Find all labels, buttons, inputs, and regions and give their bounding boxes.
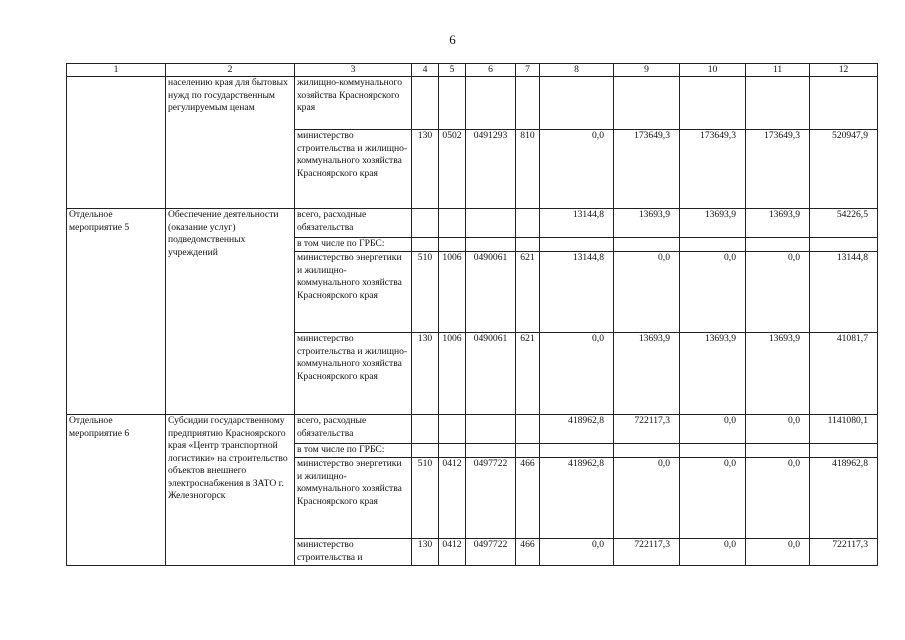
amount-cell [614,238,680,252]
amount-cell: 0,0 [540,130,614,209]
code-cell [466,238,516,252]
table-body [67,64,878,566]
code-cell [412,238,439,252]
amount-cell [746,444,810,458]
code-cell [412,77,439,130]
grbs-cell: в том числе по ГРБС: [295,444,412,458]
amount-cell: 418962,8 [540,458,614,539]
amount-cell: 722117,3 [810,539,878,566]
event-name-cell [67,77,166,209]
header-cell: 4 [412,64,439,77]
grbs-cell: министерство строительства и жилищно-коммунального хозяйства Красноярского края [295,333,412,415]
header-cell: 10 [680,64,746,77]
code-cell: 621 [516,333,540,415]
amount-cell: 13693,9 [680,333,746,415]
code-cell: 130 [412,130,439,209]
amount-cell [810,444,878,458]
amount-cell: 0,0 [680,458,746,539]
header-cell: 2 [166,64,295,77]
code-cell [516,209,540,238]
amount-cell [680,77,746,130]
code-cell: 0412 [439,539,466,566]
amount-cell: 13693,9 [614,209,680,238]
code-cell [439,238,466,252]
grbs-cell: всего, расходные обязательства [295,415,412,444]
header-cell: 8 [540,64,614,77]
header-cell: 6 [466,64,516,77]
table-row [67,415,878,444]
code-cell [516,444,540,458]
code-cell: 1006 [439,252,466,333]
code-cell: 466 [516,539,540,566]
amount-cell: 722117,3 [614,539,680,566]
table-row [67,209,878,238]
code-cell: 810 [516,130,540,209]
header-cell: 9 [614,64,680,77]
amount-cell: 0,0 [746,415,810,444]
header-cell: 1 [67,64,166,77]
amount-cell: 0,0 [614,458,680,539]
header-cell: 7 [516,64,540,77]
event-description-cell: населению края для бытовых нужд по государственным регулируемым ценам [166,77,295,209]
amount-cell: 13693,9 [746,333,810,415]
code-cell: 0502 [439,130,466,209]
amount-cell: 0,0 [540,539,614,566]
amount-cell: 13144,8 [540,252,614,333]
amount-cell [680,238,746,252]
amount-cell: 13693,9 [680,209,746,238]
grbs-cell: министерство строительства и [295,539,412,566]
amount-cell [614,444,680,458]
event-description-cell: Субсидии государственному предприятию Красноярского края «Центр транспортной логистики» на строительство объектов внешнего электроснабжения в ЗАТО г. Железногорск [166,415,295,566]
grbs-cell: всего, расходные обязательства [295,209,412,238]
code-cell [439,415,466,444]
amount-cell [746,238,810,252]
code-cell: 0412 [439,458,466,539]
header-row [67,64,878,77]
amount-cell: 173649,3 [746,130,810,209]
event-name-cell: Отдельное мероприятие 5 [67,209,166,415]
amount-cell: 1141080,1 [810,415,878,444]
code-cell: 1006 [439,333,466,415]
table-row [67,77,878,130]
amount-cell: 418962,8 [540,415,614,444]
amount-cell: 0,0 [680,539,746,566]
amount-cell: 173649,3 [680,130,746,209]
code-cell: 510 [412,458,439,539]
code-cell: 0490061 [466,333,516,415]
amount-cell: 722117,3 [614,415,680,444]
amount-cell: 0,0 [614,252,680,333]
code-cell [516,415,540,444]
code-cell [439,444,466,458]
code-cell: 466 [516,458,540,539]
amount-cell [614,77,680,130]
header-cell: 12 [810,64,878,77]
code-cell: 0497722 [466,539,516,566]
amount-cell: 0,0 [746,539,810,566]
code-cell: 0491293 [466,130,516,209]
amount-cell: 0,0 [680,415,746,444]
amount-cell [810,238,878,252]
code-cell: 621 [516,252,540,333]
event-description-cell: Обеспечение деятельности (оказание услуг) подведомственных учреждений [166,209,295,415]
header-cell: 3 [295,64,412,77]
amount-cell: 0,0 [680,252,746,333]
code-cell [466,444,516,458]
amount-cell: 520947,9 [810,130,878,209]
amount-cell: 173649,3 [614,130,680,209]
amount-cell: 13144,8 [540,209,614,238]
code-cell: 0497722 [466,458,516,539]
code-cell [516,238,540,252]
amount-cell: 54226,5 [810,209,878,238]
amount-cell: 41081,7 [810,333,878,415]
budget-table [66,63,878,566]
amount-cell: 13693,9 [614,333,680,415]
event-name-cell: Отдельное мероприятие 6 [67,415,166,566]
amount-cell: 0,0 [746,252,810,333]
amount-cell [746,77,810,130]
grbs-cell: министерство энергетики и жилищно-коммунального хозяйства Красноярского края [295,252,412,333]
code-cell [466,415,516,444]
code-cell [439,209,466,238]
code-cell: 130 [412,333,439,415]
amount-cell [810,77,878,130]
amount-cell: 0,0 [746,458,810,539]
grbs-cell: жилищно-коммунального хозяйства Красноярского края [295,77,412,130]
amount-cell [540,444,614,458]
code-cell [412,444,439,458]
grbs-cell: в том числе по ГРБС: [295,238,412,252]
amount-cell: 13144,8 [810,252,878,333]
code-cell [412,415,439,444]
amount-cell [540,238,614,252]
code-cell [466,77,516,130]
code-cell [439,77,466,130]
code-cell [516,77,540,130]
code-cell [412,209,439,238]
amount-cell: 418962,8 [810,458,878,539]
header-cell: 5 [439,64,466,77]
amount-cell: 13693,9 [746,209,810,238]
amount-cell: 0,0 [540,333,614,415]
code-cell: 0490061 [466,252,516,333]
amount-cell [680,444,746,458]
code-cell: 130 [412,539,439,566]
amount-cell [540,77,614,130]
page-number: 6 [449,32,456,47]
grbs-cell: министерство энергетики и жилищно-коммунального хозяйства Красноярского края [295,458,412,539]
code-cell [466,209,516,238]
code-cell: 510 [412,252,439,333]
header-cell: 11 [746,64,810,77]
grbs-cell: министерство строительства и жилищно-коммунального хозяйства Красноярского края [295,130,412,209]
